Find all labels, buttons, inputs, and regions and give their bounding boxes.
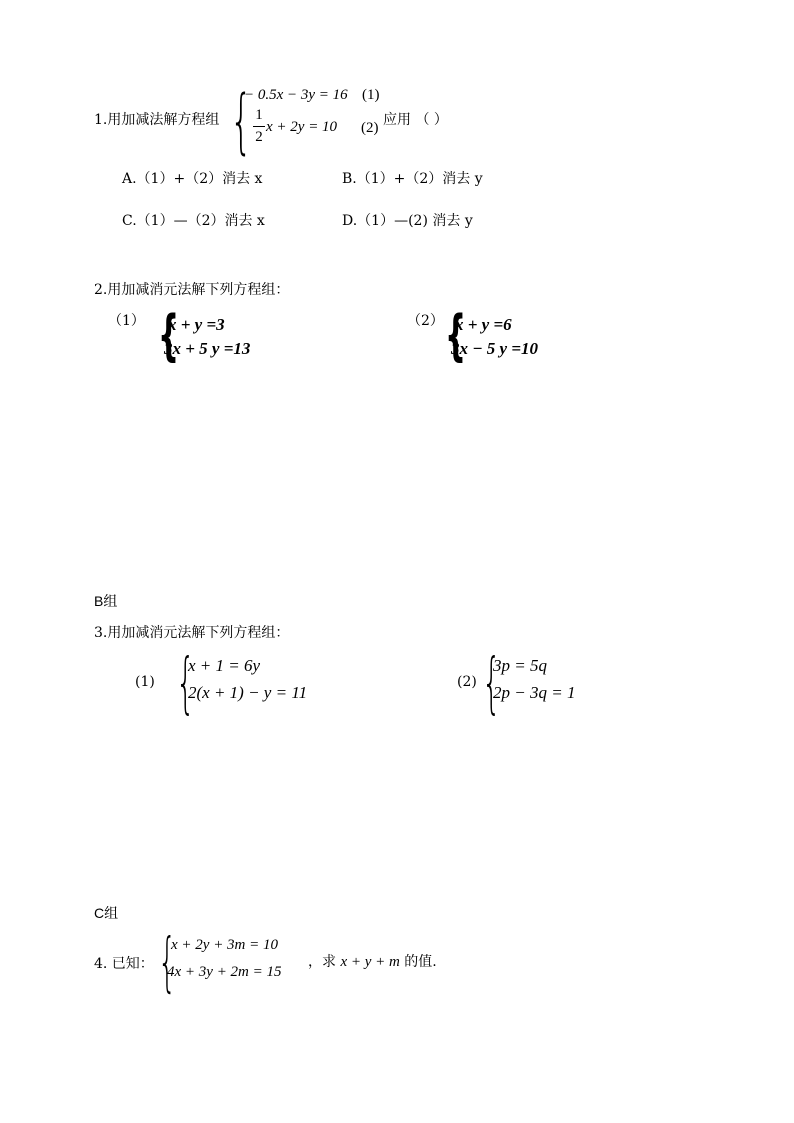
q1-option-d: D.（1）—(2) 消去 y (342, 213, 473, 229)
q4-tail-expr: x + y + m (340, 954, 400, 970)
q3-prompt: 3.用加减消元法解下列方程组： (94, 625, 290, 641)
q4-brace: { (158, 926, 177, 1000)
q2-prompt: 2.用加减消元法解下列方程组： (94, 282, 290, 298)
q3-part2-brace: { (482, 644, 501, 721)
q3-part2-label: (2) (457, 674, 477, 690)
q2-part2-eq2: 3x − 5 y =10 (451, 339, 539, 358)
q1-option-b: B.（1）+（2）消去 y (342, 171, 483, 187)
q2-part1-brace: { (158, 304, 180, 367)
q4-eq2: 4x + 3y + 2m = 15 (167, 964, 282, 980)
q4-tail-prefix: ，求 (308, 954, 341, 970)
q4-eq1: x + 2y + 3m = 10 (171, 937, 279, 953)
q2-part2-brace: { (445, 304, 467, 367)
q2-part1-eq1: x + y =3 (168, 315, 225, 334)
q3-part1-brace: { (176, 644, 195, 721)
q4-tail (308, 955, 437, 970)
q1-lead: 1.用加减法解方程组 (94, 112, 220, 128)
q1-eq2-fraction-bar (253, 126, 265, 127)
q4-lead: 4. 已知： (94, 956, 154, 972)
q2-part2-eq1: x + y =6 (455, 315, 512, 334)
q1-option-c: C.（1）—（2）消去 x (122, 213, 265, 229)
q1-eq1-tag: (1) (362, 87, 380, 103)
q3-part2-eq1: 3p = 5q (493, 656, 547, 675)
q3-part1-eq2: 2(x + 1) − y = 11 (188, 683, 308, 702)
q1-tail: 应用 （ ） (383, 112, 448, 128)
q4-tail-suffix: 的值. (399, 954, 437, 970)
q2-part1-eq2: 3x + 5 y =13 (164, 339, 251, 358)
q1-eq2-num: 1 (255, 107, 263, 123)
q1-brace: { (230, 80, 253, 162)
q2-part2-label: （2） (407, 313, 444, 329)
q1-eq1: − 0.5x − 3y = 16 (244, 87, 348, 103)
q2-part1-label: （1） (108, 313, 145, 329)
q1-eq2-rest: x + 2y = 10 (266, 119, 338, 135)
q3-part2-eq2: 2p − 3q = 1 (493, 683, 576, 702)
q1-eq2-den: 2 (255, 129, 263, 145)
group-b-heading: B组 (94, 593, 118, 609)
group-c-heading: C组 (94, 905, 119, 921)
q3-part1-eq1: x + 1 = 6y (188, 656, 261, 675)
q3-part1-label: (1) (135, 674, 155, 690)
q1-option-a: A.（1）+（2）消去 x (122, 171, 263, 187)
q1-eq2-tag: (2) (361, 120, 379, 136)
